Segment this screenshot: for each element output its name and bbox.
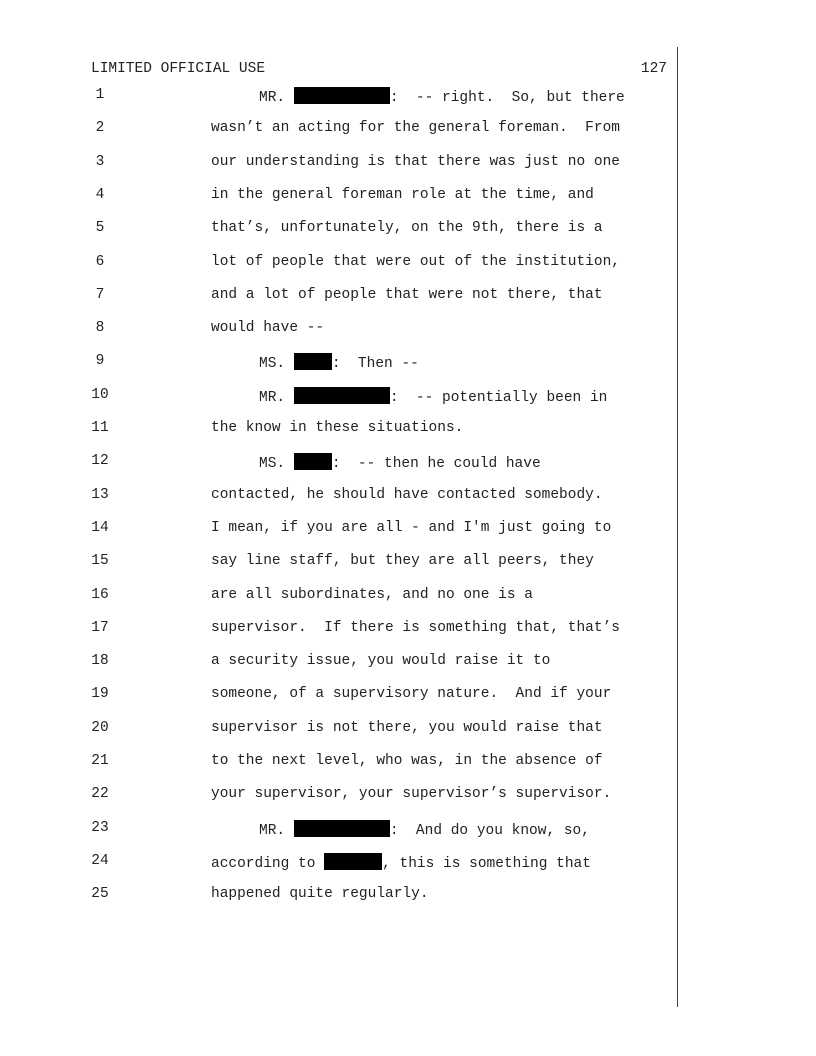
text-segment: that’s, unfortunately, on the 9th, there is a xyxy=(211,220,603,237)
text-segment: lot of people that were out of the institution, xyxy=(211,253,620,270)
text-segment: to the next level, who was, in the absence of xyxy=(211,753,603,769)
redaction-box xyxy=(294,353,332,370)
line-text xyxy=(259,453,541,472)
line-number: 4 xyxy=(95,186,105,203)
text-segment: our understanding is that there was just no one xyxy=(211,153,620,170)
text-segment: supervisor. If there is something that, that’s xyxy=(211,619,620,636)
redaction-box xyxy=(294,87,390,104)
transcript-line xyxy=(0,753,676,786)
transcript-line xyxy=(0,187,676,220)
transcript-line xyxy=(0,587,676,620)
line-text xyxy=(211,154,620,170)
text-segment: are all subordinates, and no one is a xyxy=(211,586,533,603)
line-text xyxy=(211,720,603,736)
transcript-line xyxy=(0,886,676,919)
transcript-line xyxy=(0,320,676,353)
text-segment: contacted, he should have contacted somebody. xyxy=(211,486,603,503)
line-text xyxy=(211,853,591,872)
page-number: 127 xyxy=(640,61,667,77)
line-text xyxy=(211,254,620,270)
line-number: 6 xyxy=(95,253,105,270)
line-number: 11 xyxy=(91,420,109,436)
page-header-classification: LIMITED OFFICIAL USE xyxy=(91,61,266,77)
line-text xyxy=(211,886,429,902)
text-segment: according to xyxy=(211,855,325,872)
transcript-line xyxy=(0,853,676,886)
line-number: 14 xyxy=(91,519,109,536)
text-segment: I mean, if you are all - and I'm just going to xyxy=(211,519,612,536)
transcript-line xyxy=(0,254,676,287)
text-segment: and a lot of people that were not there, that xyxy=(211,286,603,303)
line-text xyxy=(211,753,603,769)
margin-rule xyxy=(677,47,678,1007)
text-segment: MS. xyxy=(259,356,294,373)
transcript-line xyxy=(0,387,676,420)
redaction-box xyxy=(324,853,382,870)
transcript-line xyxy=(0,120,676,153)
line-number: 1 xyxy=(95,87,105,103)
line-text xyxy=(211,487,603,503)
transcript-line xyxy=(0,353,676,386)
text-segment: : -- right. So, but there xyxy=(389,90,625,106)
transcript-line xyxy=(0,820,676,853)
transcript-line xyxy=(0,786,676,819)
text-segment: MR. xyxy=(259,822,294,839)
line-text xyxy=(211,120,620,136)
line-number: 10 xyxy=(91,386,109,403)
text-segment: happened quite regularly. xyxy=(211,886,429,903)
line-text xyxy=(211,220,603,236)
transcript-line xyxy=(0,287,676,320)
text-segment: : -- potentially been in xyxy=(389,389,608,406)
line-number: 8 xyxy=(95,320,105,337)
line-text xyxy=(211,620,620,636)
text-segment: the know in these situations. xyxy=(211,420,464,436)
text-segment: MR. xyxy=(259,389,294,406)
text-segment: : And do you know, so, xyxy=(389,822,590,839)
text-segment: : Then -- xyxy=(331,356,419,373)
line-number: 16 xyxy=(91,586,109,603)
line-text xyxy=(211,187,594,203)
text-segment: , this is something that xyxy=(382,855,591,872)
transcript-line xyxy=(0,553,676,586)
line-number: 23 xyxy=(91,819,109,836)
transcript-line xyxy=(0,487,676,520)
line-number: 22 xyxy=(91,786,109,803)
transcript-line xyxy=(0,453,676,486)
line-number: 18 xyxy=(91,653,109,670)
line-text xyxy=(211,786,611,802)
text-segment: a security issue, you would raise it to xyxy=(211,653,551,670)
line-number: 7 xyxy=(95,286,105,303)
text-segment: MR. xyxy=(259,90,294,106)
line-text xyxy=(211,320,324,336)
line-number: 24 xyxy=(91,852,109,869)
line-number: 2 xyxy=(95,120,105,137)
redaction-box xyxy=(294,820,390,837)
line-number: 21 xyxy=(91,753,109,769)
transcript-line xyxy=(0,620,676,653)
transcript-line xyxy=(0,220,676,253)
line-text xyxy=(211,653,550,669)
text-segment: your supervisor, your supervisor’s supervisor. xyxy=(211,786,612,803)
text-segment: in the general foreman role at the time, and xyxy=(211,186,594,203)
line-number: 3 xyxy=(95,153,105,170)
redaction-box xyxy=(294,453,332,470)
transcript-line xyxy=(0,653,676,686)
transcript-line xyxy=(0,686,676,719)
line-text xyxy=(211,686,611,702)
line-number: 13 xyxy=(91,486,109,503)
text-segment: someone, of a supervisory nature. And if your xyxy=(211,686,612,703)
line-text xyxy=(211,553,594,569)
line-number: 15 xyxy=(91,553,109,570)
line-text xyxy=(259,353,419,372)
line-text xyxy=(211,420,463,436)
line-number: 17 xyxy=(91,619,109,636)
text-segment: wasn’t an acting for the general foreman. From xyxy=(211,120,620,137)
text-segment: : -- then he could have xyxy=(331,456,541,473)
transcript-line xyxy=(0,87,676,120)
transcript-line xyxy=(0,154,676,187)
line-text xyxy=(259,820,590,839)
transcript-line xyxy=(0,420,676,453)
line-number: 5 xyxy=(95,220,105,237)
text-segment: would have -- xyxy=(211,320,325,337)
line-text xyxy=(211,520,611,536)
line-number: 19 xyxy=(91,686,109,703)
transcript-line xyxy=(0,520,676,553)
transcript-line xyxy=(0,720,676,753)
line-number: 25 xyxy=(91,886,109,903)
line-text xyxy=(211,587,533,603)
line-number: 9 xyxy=(95,353,105,370)
line-text xyxy=(211,287,603,303)
line-text xyxy=(259,387,607,406)
text-segment: supervisor is not there, you would raise that xyxy=(211,719,603,736)
text-segment: say line staff, but they are all peers, they xyxy=(211,553,594,570)
line-number: 20 xyxy=(91,719,109,736)
text-segment: MS. xyxy=(259,456,294,473)
line-number: 12 xyxy=(91,453,109,470)
redaction-box xyxy=(294,387,390,404)
line-text xyxy=(259,87,625,106)
